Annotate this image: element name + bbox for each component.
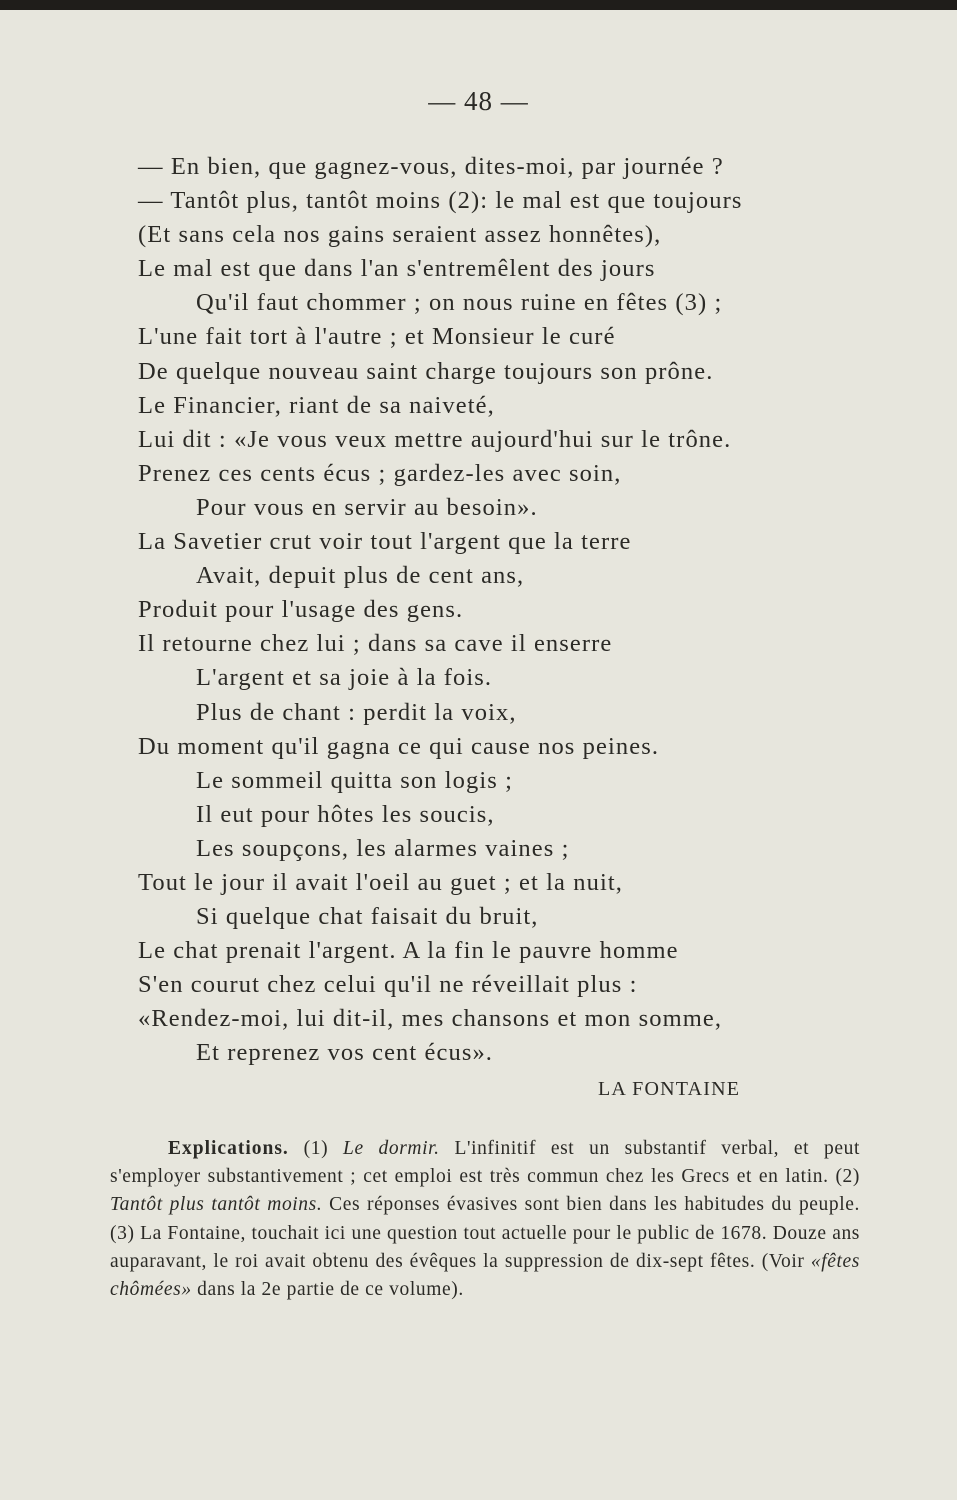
poem-line: Si quelque chat faisait du bruit,: [196, 903, 539, 931]
explanation-text: dans la 2e partie de ce volume).: [191, 1279, 464, 1301]
poem-line: (Et sans cela nos gains seraient assez honnêtes),: [138, 221, 662, 249]
poem-line: Le mal est que dans l'an s'entremêlent des jours: [138, 255, 656, 283]
poem-line: Lui dit : «Je vous veux mettre aujourd'hui sur le trône.: [138, 425, 732, 453]
poem-line: Il eut pour hôtes les soucis,: [196, 800, 495, 828]
explanation-term: Le dormir.: [343, 1138, 440, 1159]
explanations-paragraph: [110, 1135, 860, 1304]
explanation-text: Ces réponses évasives sont bien dans les habitudes du peuple. (3) La Fontaine, touchait ici une question tout actuelle pour le public de 1678. Douze ans auparavant, le roi avait obtenu des évêques la suppression de dix-sept fêtes. (Voir: [110, 1194, 860, 1272]
poem-line: Les soupçons, les alarmes vaines ;: [196, 834, 570, 862]
poem-line: Il retourne chez lui ; dans sa cave il enserre: [138, 630, 613, 658]
explanation-term: Tantôt plus tantôt moins.: [110, 1194, 323, 1216]
poem-line: — En bien, que gagnez-vous, dites-moi, par journée ?: [138, 153, 724, 180]
author-signature: LA FONTAINE: [598, 1078, 741, 1100]
poem-line: «Rendez-moi, lui dit-il, mes chansons et mon somme,: [138, 1005, 723, 1033]
page-top-edge: [0, 0, 957, 10]
poem-line: De quelque nouveau saint charge toujours son prône.: [138, 357, 714, 385]
poem-line: — Tantôt plus, tantôt moins (2): le mal est que toujours: [138, 187, 743, 215]
poem-line: Le Financier, riant de sa naiveté,: [138, 391, 495, 419]
poem-line: Avait, depuit plus de cent ans,: [196, 562, 525, 590]
explanation-text: L'infinitif est un substantif verbal, et peut s'employer substantivement ; cet emploi est très commun chez les Grecs et en latin. (2): [110, 1138, 860, 1188]
poem-line: La Savetier crut voir tout l'argent que la terre: [138, 528, 632, 556]
poem-line: Et reprenez vos cent écus».: [196, 1039, 494, 1067]
explanation-term: «fêtes chômées»: [110, 1250, 860, 1301]
poem-line: Le chat prenait l'argent. A la fin le pauvre homme: [138, 937, 679, 965]
explanations-heading: Explications.: [168, 1138, 289, 1159]
poem-line: Le sommeil quitta son logis ;: [196, 766, 514, 794]
poem-line: Du moment qu'il gagna ce qui cause nos peines.: [138, 732, 660, 760]
poem-line: Prenez ces cents écus ; gardez-les avec soin,: [138, 459, 622, 487]
poem-line: Plus de chant : perdit la voix,: [196, 698, 517, 726]
poem-text: [138, 150, 878, 1071]
poem-line: Tout le jour il avait l'oeil au guet ; et la nuit,: [138, 868, 623, 896]
poem-line: Qu'il faut chommer ; on nous ruine en fêtes (3) ;: [196, 289, 723, 317]
poem-line: Pour vous en servir au besoin».: [196, 493, 538, 521]
page-number: — 48 —: [428, 86, 529, 116]
poem-line: L'argent et sa joie à la fois.: [196, 664, 493, 692]
poem-line: S'en courut chez celui qu'il ne réveillait plus :: [138, 971, 638, 999]
poem-line: L'une fait tort à l'autre ; et Monsieur le curé: [138, 323, 616, 351]
poem-line: Produit pour l'usage des gens.: [138, 596, 464, 624]
explanation-text: (1): [288, 1138, 343, 1159]
